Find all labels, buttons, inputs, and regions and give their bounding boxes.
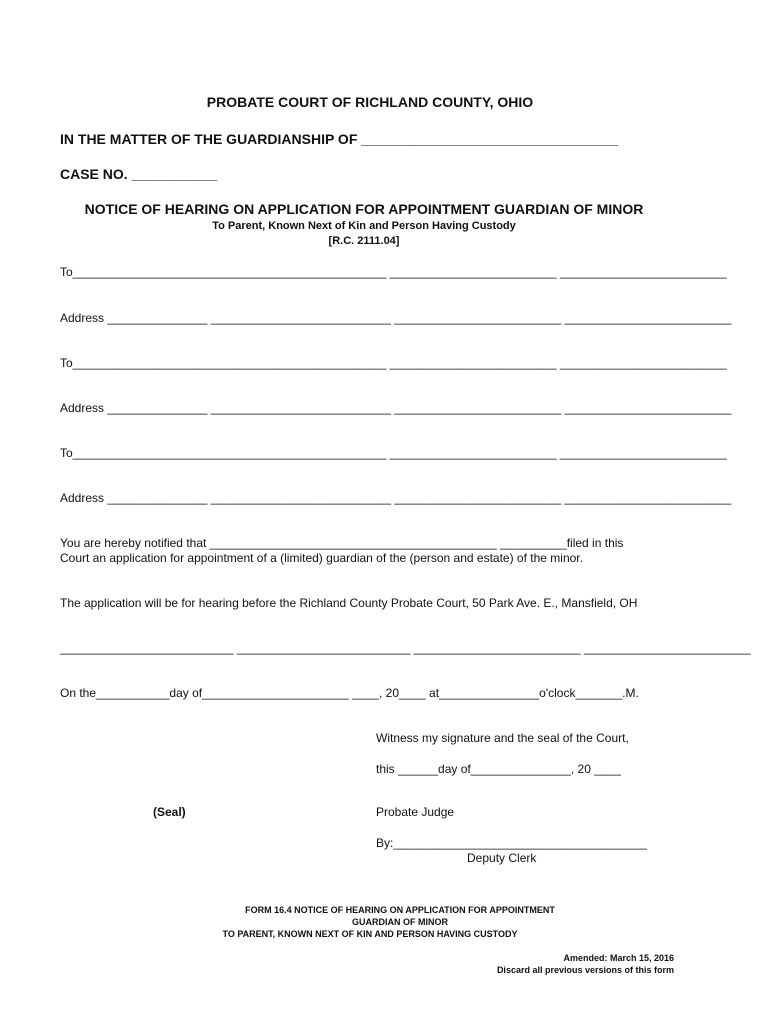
deputy-clerk-label: Deputy Clerk xyxy=(467,851,537,865)
statute-reference: [R.C. 2111.04] xyxy=(328,235,400,247)
discard-note: Discard all previous versions of this form xyxy=(496,965,674,975)
hearing-date-line: On the___________day of______________________ ____, 20____ at_______________o'clock_______.M. xyxy=(60,686,639,700)
amendment-note xyxy=(474,952,674,976)
recipient-address-2: Address _______________ ___________________________ _________________________ _________________________ xyxy=(60,401,732,415)
recipient-to-1: To_______________________________________________ _________________________ _________________________ xyxy=(60,265,727,279)
probate-judge-label: Probate Judge xyxy=(376,805,455,819)
form-footer-line-2: GUARDIAN OF MINOR xyxy=(352,917,448,927)
witness-text: Witness my signature and the seal of the Court, xyxy=(376,731,629,745)
recipient-to-2: To_______________________________________________ _________________________ _________________________ xyxy=(60,356,727,370)
notified-line-2: Court an application for appointment of a (limited) guardian of the (person and estate) of the minor. xyxy=(60,551,583,565)
blank-location-line: __________________________ __________________________ _________________________ _________________________ xyxy=(60,641,751,655)
amended-date: Amended: March 15, 2016 xyxy=(563,953,674,963)
by-signature-line: By:______________________________________ xyxy=(376,836,647,850)
form-footer-line-3: TO PARENT, KNOWN NEXT OF KIN AND PERSON HAVING CUSTODY xyxy=(222,929,518,939)
court-title: PROBATE COURT OF RICHLAND COUNTY, OHIO xyxy=(206,94,534,110)
form-footer xyxy=(0,904,770,940)
recipient-address-3: Address _______________ ___________________________ _________________________ _________________________ xyxy=(60,491,732,505)
recipient-to-3: To_______________________________________________ _________________________ _________________________ xyxy=(60,446,727,460)
notice-title: NOTICE OF HEARING ON APPLICATION FOR APPOINTMENT GUARDIAN OF MINOR xyxy=(84,201,644,217)
signature-date-line: this ______day of_______________, 20 ____ xyxy=(376,762,621,776)
form-footer-line-1: FORM 16.4 NOTICE OF HEARING ON APPLICATION FOR APPOINTMENT xyxy=(245,905,555,915)
notice-subtitle: To Parent, Known Next of Kin and Person Having Custody xyxy=(212,220,516,232)
case-number-line: CASE NO. ___________ xyxy=(60,166,218,182)
guardianship-matter-line: IN THE MATTER OF THE GUARDIANSHIP OF _________________________________ xyxy=(60,131,619,147)
seal-label: (Seal) xyxy=(153,805,186,819)
recipient-address-1: Address _______________ ___________________________ _________________________ _________________________ xyxy=(60,311,732,325)
notified-line-1: You are hereby notified that ___________________________________________ __________filed in this xyxy=(60,536,624,550)
hearing-location-line: The application will be for hearing before the Richland County Probate Court, 50 Park Ave. E., Mansfield, OH xyxy=(60,596,638,610)
